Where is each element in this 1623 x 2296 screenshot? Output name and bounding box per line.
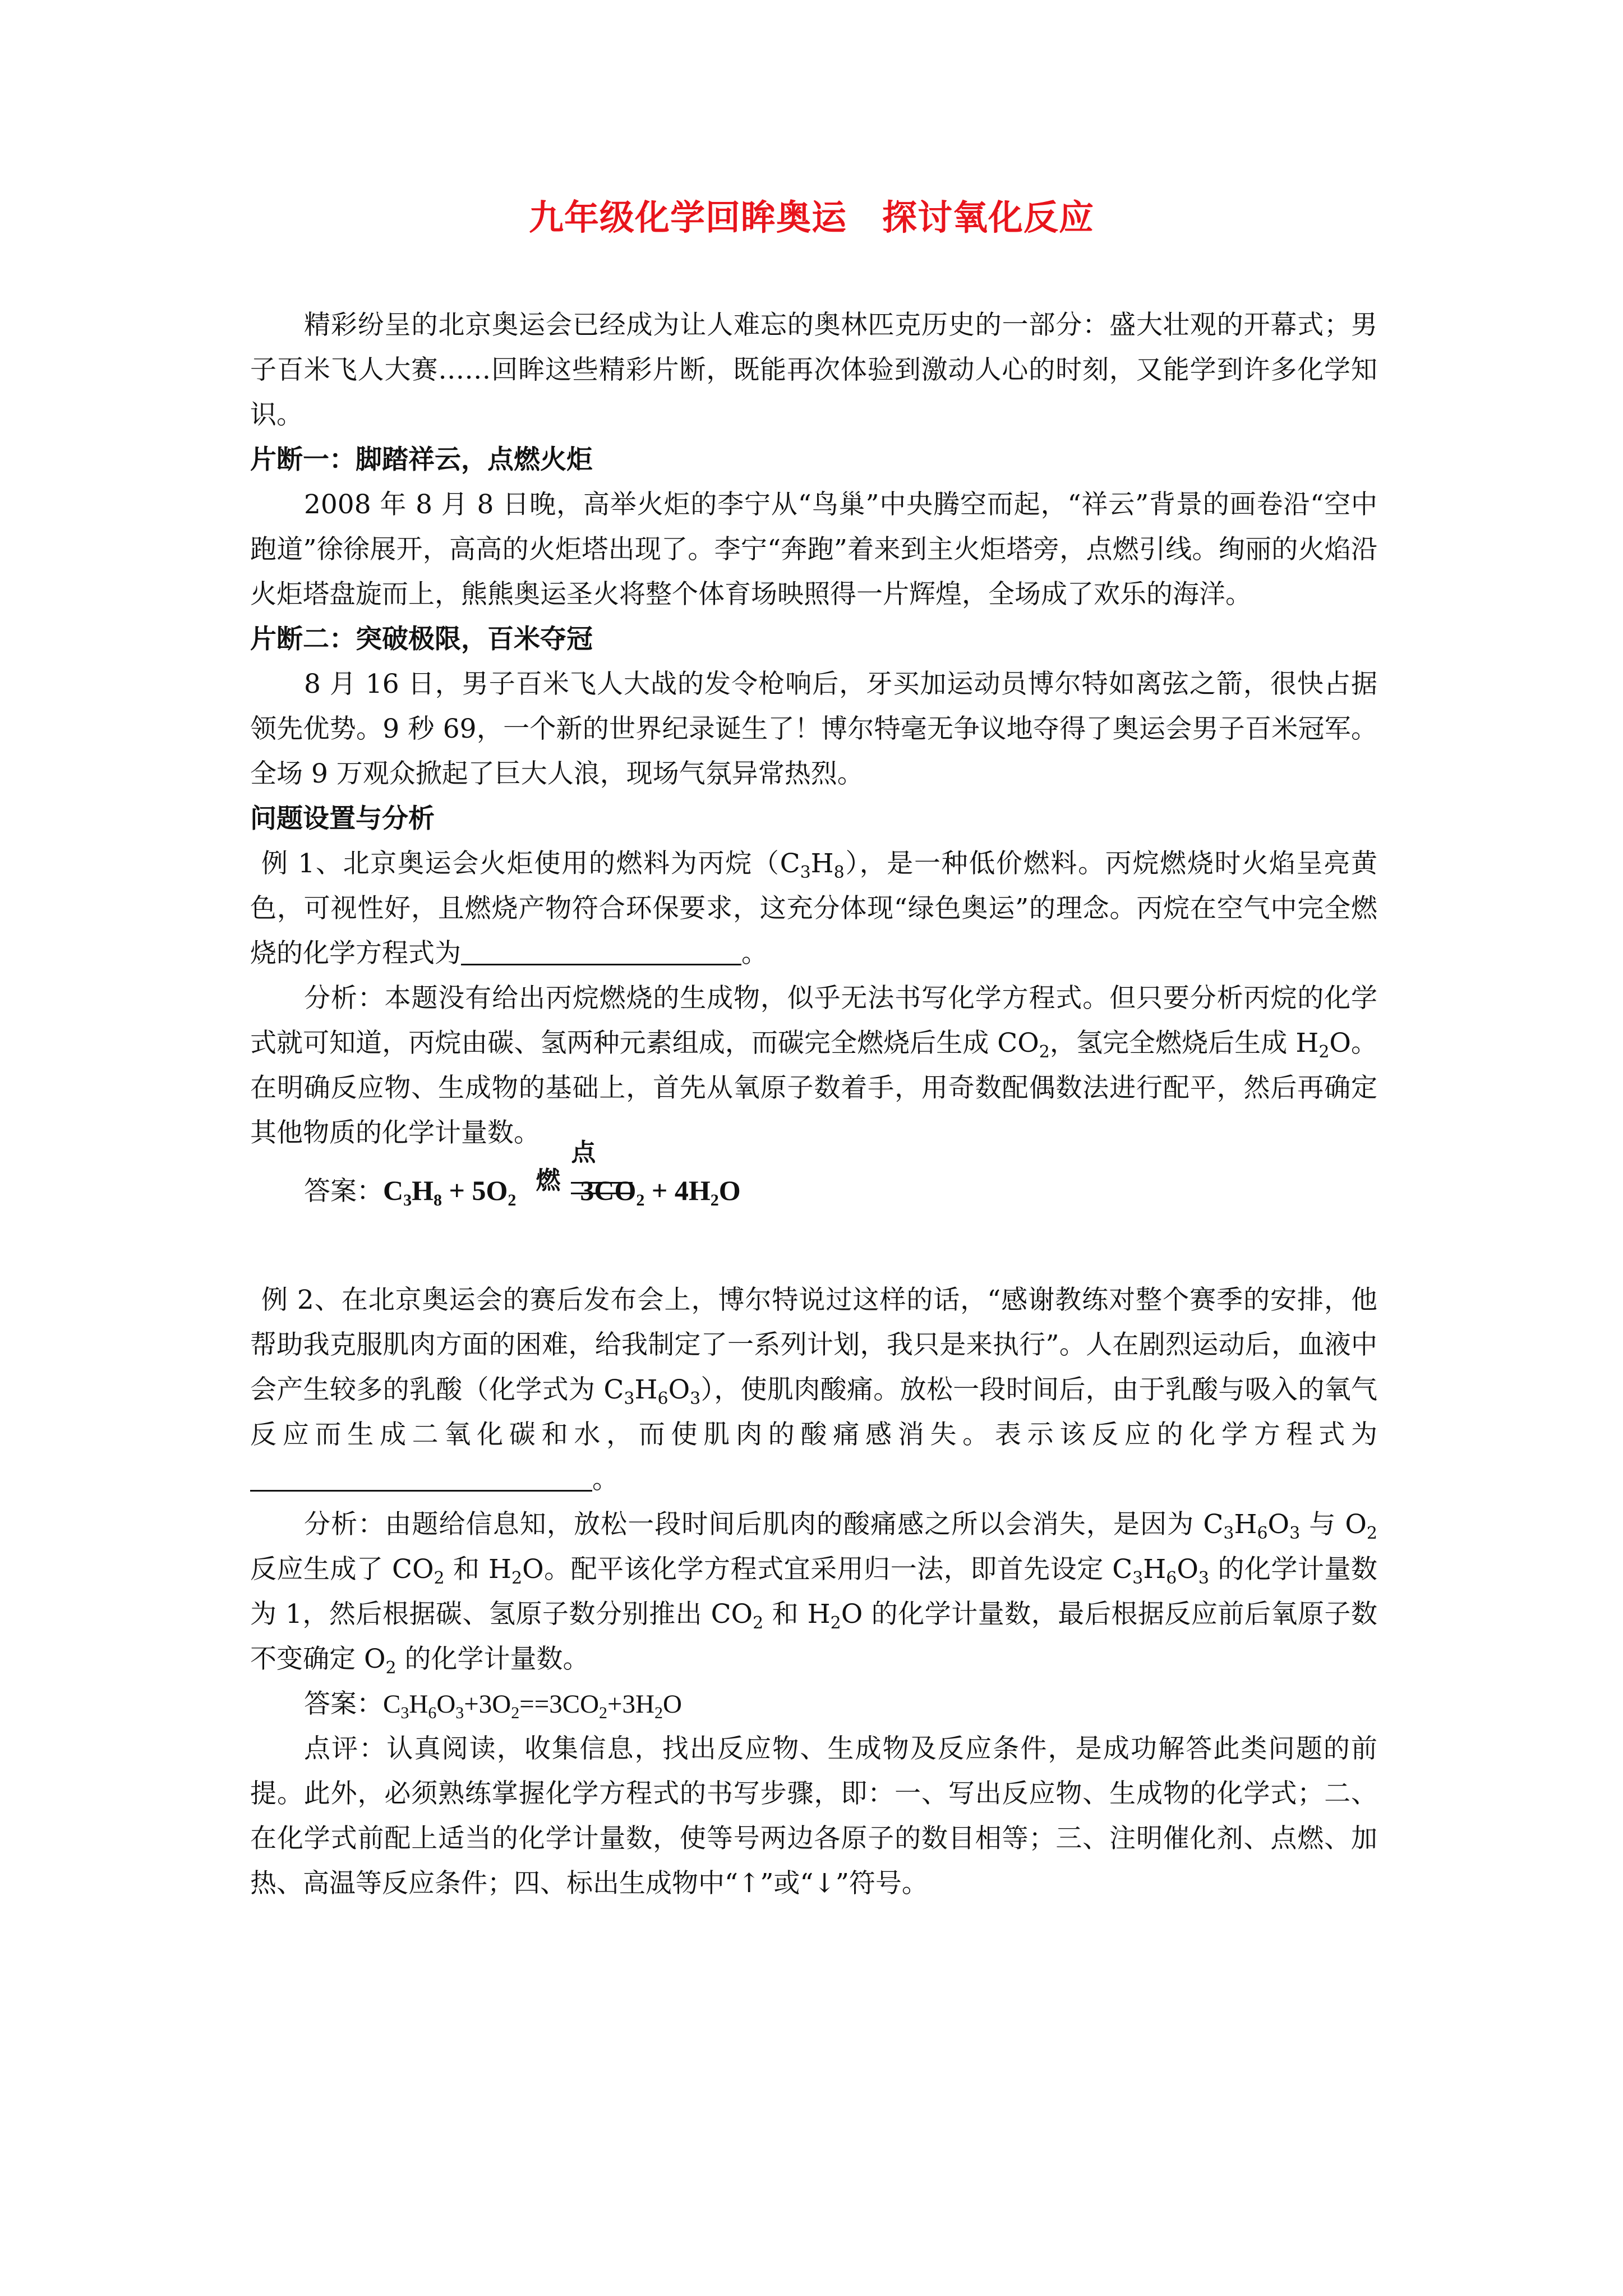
section1-paragraph: 2008 年 8 月 8 日晚，高举火炬的李宁从“鸟巢”中央腾空而起，“祥云”背景的画卷沿“空中跑道”徐徐展开，高高的火炬塔出现了。李宁“奔跑”着来到主火炬塔旁，点燃引线。绚丽的火焰沿火炬塔盘旋而上，熊熊奥运圣火将整个体育场映照得一片辉煌，全场成了欢乐的海洋。 [250, 489, 1377, 610]
section2-heading: 片断二：突破极限，百米夺冠 [250, 624, 593, 655]
example1-answer: 答案：$C_3H_8 + 5O_2$ 点燃 $3CO_2 + 4H_2O$ [250, 1168, 1377, 1214]
document-title: 九年级化学回眸奥运 探讨氧化反应 [528, 197, 1094, 238]
example2-analysis: 分析：由题给信息知，放松一段时间后肌肉的酸痛感之所以会消失，是因为 $C_3H_6O_3$ 与 $O_2$ 反应生成了 $CO_2$ 和 $H_2O$。配平该化学方程式宜采用归一法，即首先设定 $C_3H_6O_3$ 的化学计量数为 1，然后根据碳、氢原子数分别推出 $CO_2$ 和 $H_2O$ 的化学计量数，最后根据反应前后氧原子数不变确定 $O_2$ 的化学计量数。 [250, 1509, 1377, 1678]
example1-question: 例 1、北京奥运会火炬使用的燃料为丙烷$(C_3H_8)$，是一种低价燃料。丙烷燃烧时火焰呈亮黄色，可视性好，且燃烧产物符合环保要求，这充分体现“绿色奥运”的理念。丙烷在空气中完全燃烧的化学方程式为 。 [250, 848, 1377, 969]
example2-answer-blank [250, 1462, 592, 1492]
reaction-condition: 点燃 [517, 1168, 579, 1213]
example2-section [250, 1278, 1377, 1906]
example2-answer: 答案：$C_3H_6O_3+3O_2==3CO_2+3H_2O$ [304, 1688, 682, 1722]
section2-paragraph: 8 月 16 日，男子百米飞人大战的发令枪响后，牙买加运动员博尔特如离弦之箭，很快占据领先优势。9 秒 69，一个新的世界纪录诞生了！博尔特毫无争议地夺得了奥运会男子百米冠军。全场 9 万观众掀起了巨大人浪，现场气氛异常热烈。 [250, 669, 1377, 789]
example2-question: 例 2、在北京奥运会的赛后发布会上，博尔特说过这样的话，“感谢教练对整个赛季的安排，他帮助我克服肌肉方面的困难，给我制定了一系列计划，我只是来执行”。人在剧烈运动后，血液中会产生较多的乳酸（化学式为 $C_3H_6O_3$），使肌肉酸痛。放松一段时间后，由于乳酸与吸入的氧气反应而生成二氧化碳和水，而使肌肉的酸痛感消失。表示该反应的化学方程式为。 [250, 1285, 1377, 1495]
analysis-heading: 问题设置与分析 [250, 803, 435, 834]
intro-paragraph: 精彩纷呈的北京奥运会已经成为让人难忘的奥林匹克历史的一部分：盛大壮观的开幕式；男子百米飞人大赛……回眸这些精彩片断，既能再次体验到激动人心的时刻，又能学到许多化学知识。 [250, 310, 1377, 430]
lactic-acid-equation: $C_3H_6O_3+3O_2==3CO_2+3H_2O$ [383, 1690, 682, 1722]
combustion-equation: $C_3H_8 + 5O_2$ 点燃 $3CO_2 + 4H_2O$ [383, 1175, 741, 1206]
comment-paragraph: 点评：认真阅读，收集信息，找出反应物、生成物及反应条件，是成功解答此类问题的前提。此外，必须熟练掌握化学方程式的书写步骤，即：一、写出反应物、生成物的化学式；二、在化学式前配上适当的化学计量数，使等号两边各原子的数目相等；三、注明催化剂、点燃、加热、高温等反应条件；四、标出生成物中“↑”或“↓”符号。 [250, 1733, 1377, 1899]
section1-heading: 片断一：脚踏祥云，点燃火炬 [250, 444, 593, 475]
example1-answer-blank [461, 936, 741, 965]
intro-section [250, 303, 1377, 1214]
example1-analysis: 分析：本题没有给出丙烷燃烧的生成物，似乎无法书写化学方程式。但只要分析丙烷的化学式就可知道，丙烷由碳、氢两种元素组成，而碳完全燃烧后生成 $CO_2$，氢完全燃烧后生成 $H_2O$。在明确反应物、生成物的基础上，首先从氧原子数着手，用奇数配偶数法进行配平，然后再确定其他物质的化学计量数。 [250, 983, 1377, 1148]
